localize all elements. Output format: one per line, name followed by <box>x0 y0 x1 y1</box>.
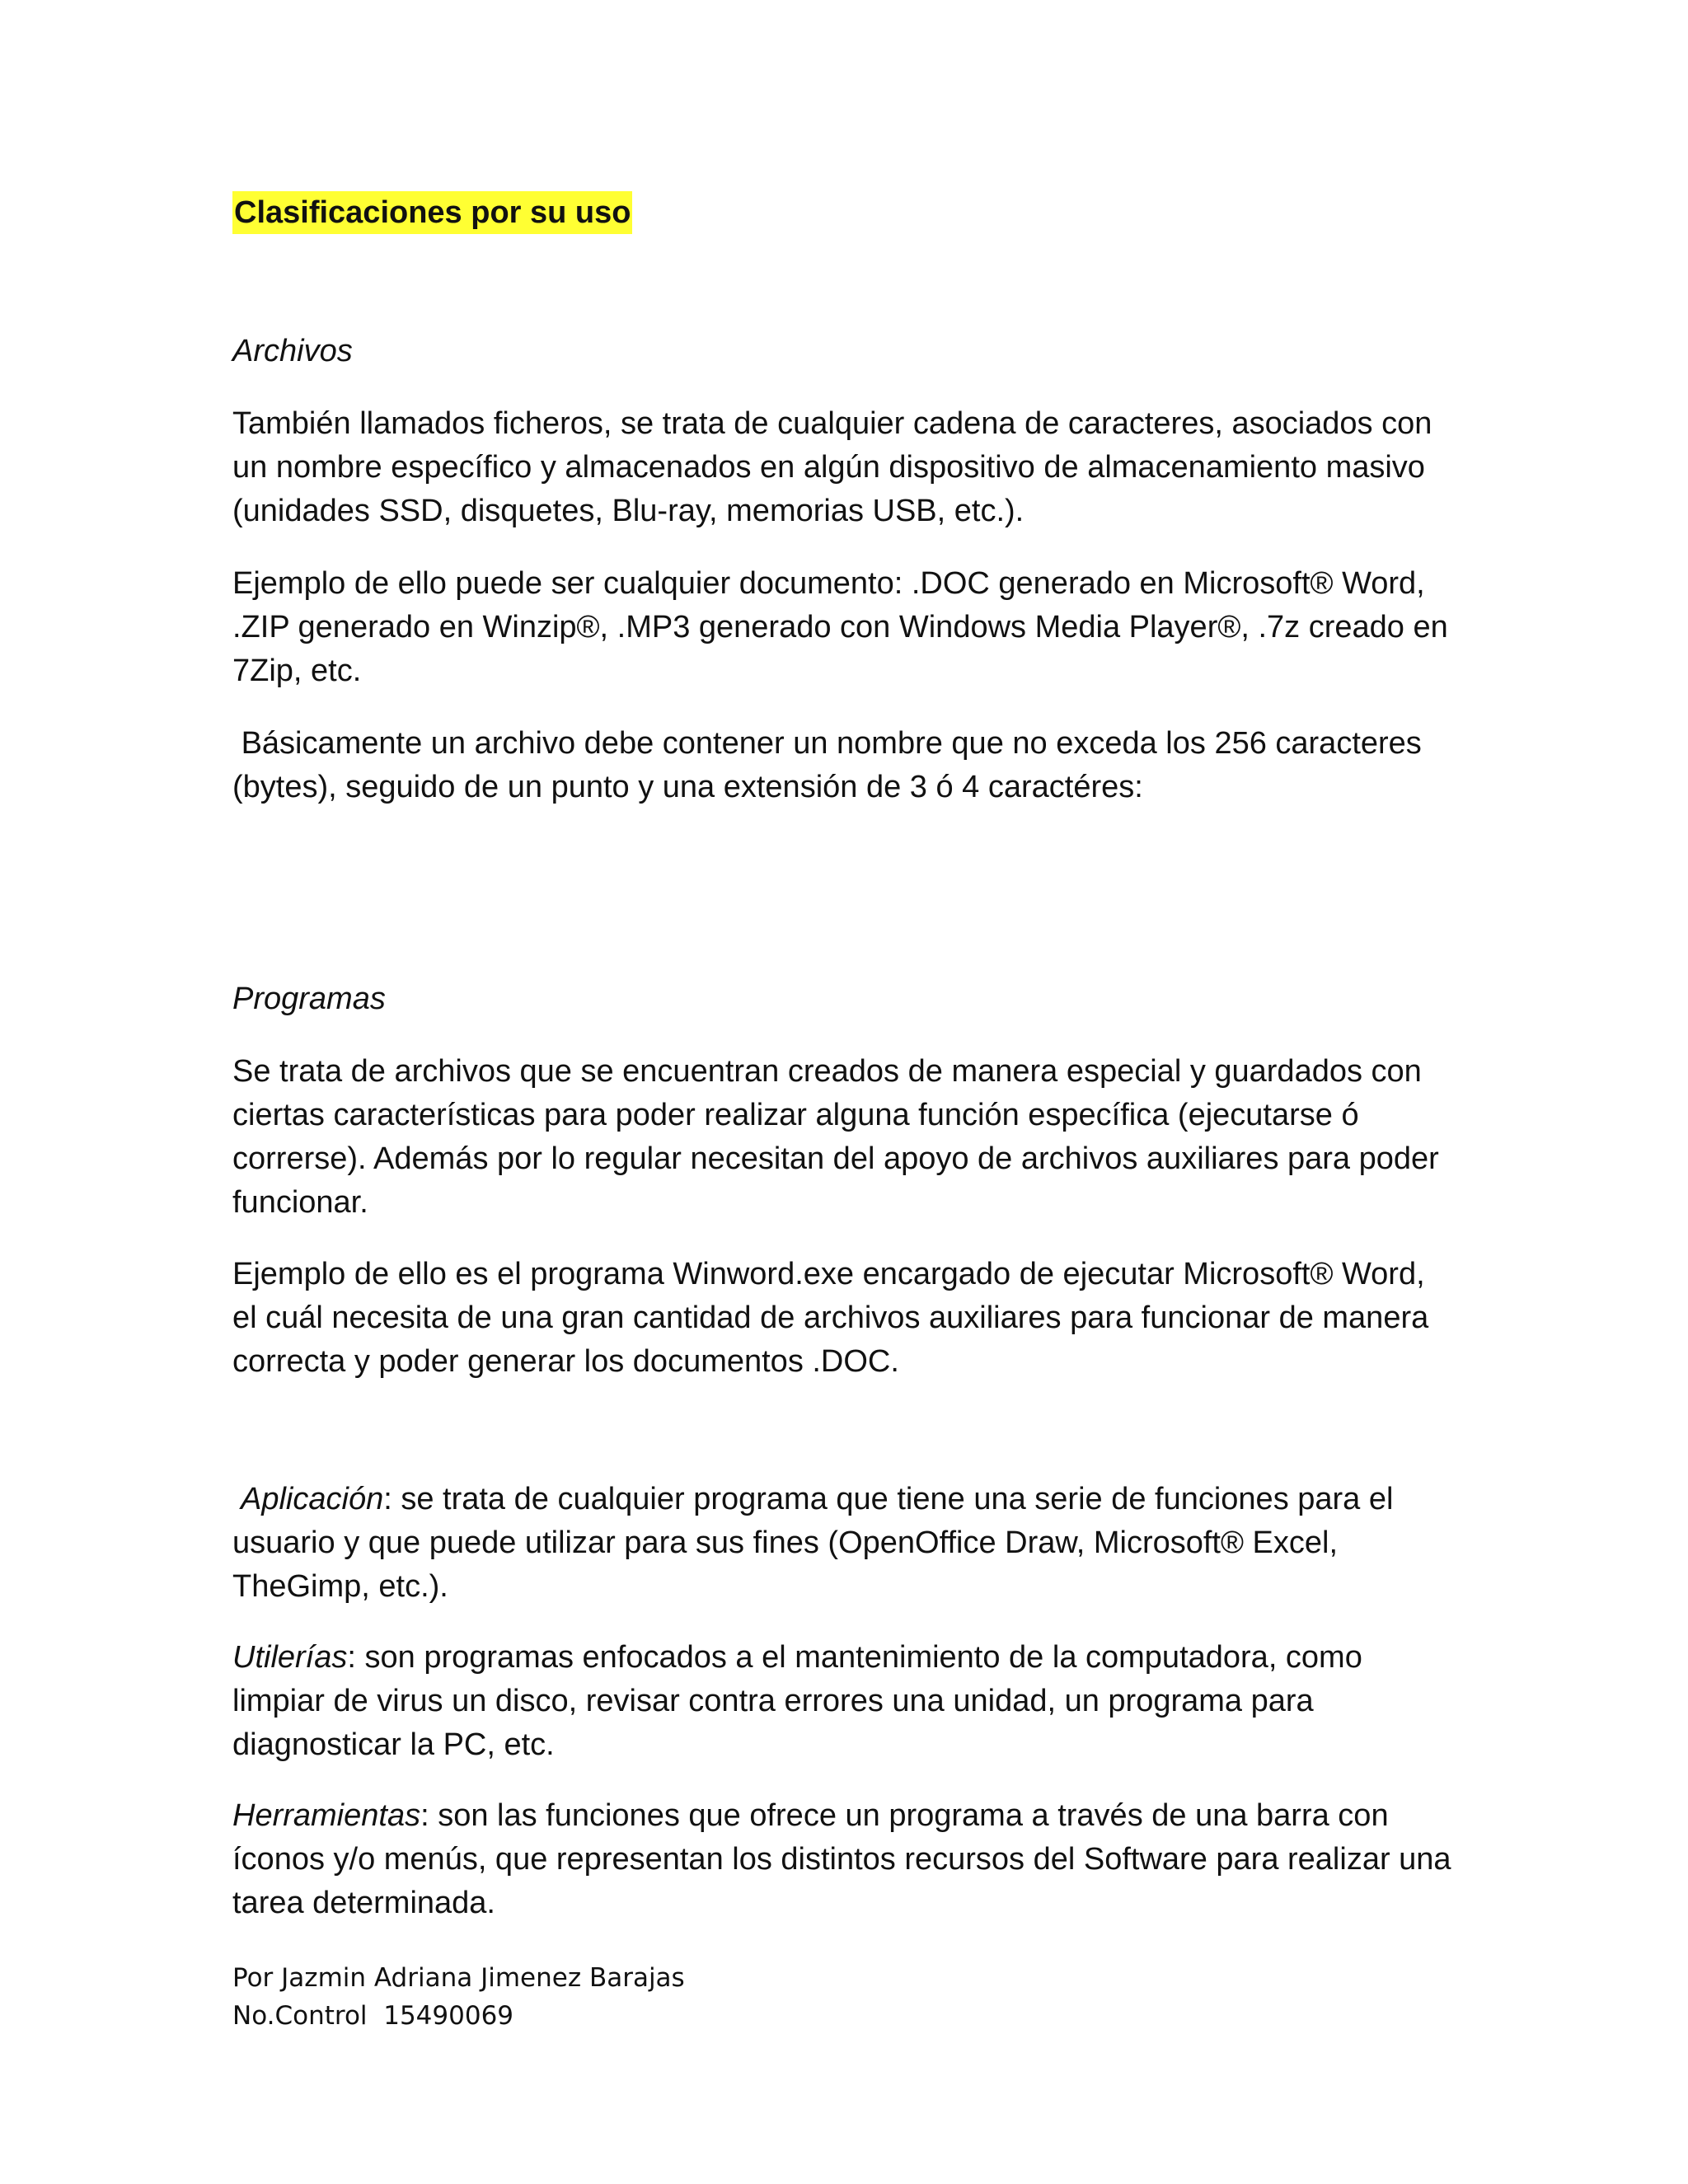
heading-programas: Programas <box>232 982 386 1016</box>
paragraph-programas-example: Ejemplo de ello es el programa Winword.exe encargado de ejecutar Microsoft® Word, el cuál necesita de una gran cantidad de archivos auxiliares para funcionar de manera correcta y poder generar los documentos .DOC. <box>232 1257 1429 1379</box>
text-herramientas: : son las funciones que ofrece un programa a través de una barra con íconos y/o menús, que representan los distintos recursos del Software para realizar una tarea determinada. <box>232 1798 1451 1920</box>
paragraph-programas-definition: Se trata de archivos que se encuentran creados de manera especial y guardados con ciertas características para poder realizar alguna función específica (ejecutarse ó correrse). Además por lo regular necesitan del apoyo de archivos auxiliares para poder funcionar. <box>232 1054 1439 1220</box>
term-utilerias: Utilerías <box>232 1640 348 1675</box>
text-utilerias: : son programas enfocados a el mantenimiento de la computadora, como limpiar de virus un disco, revisar contra errores una unidad, un programa para diagnosticar la PC, etc. <box>232 1640 1362 1762</box>
paragraph-archivos-definition: También llamados ficheros, se trata de cualquier cadena de caracteres, asociados con un nombre específico y almacenados en algún dispositivo de almacenamiento masivo (unidades SSD, disquetes, Blu-ray, memorias USB, etc.). <box>232 406 1432 528</box>
paragraph-utilerias <box>232 1636 1452 1767</box>
heading-archivos: Archivos <box>232 334 353 368</box>
page-title: Clasificaciones por su uso <box>232 191 632 234</box>
footer-control-number: No.Control 15490069 <box>232 2001 514 2031</box>
paragraph-archivos-basics: Básicamente un archivo debe contener un nombre que no exceda los 256 caracteres (bytes), seguido de un punto y una extensión de 3 ó 4 caractéres: <box>232 726 1431 804</box>
term-aplicacion: Aplicación <box>241 1482 384 1516</box>
term-herramientas: Herramientas <box>232 1798 421 1833</box>
paragraph-archivos-example: Ejemplo de ello puede ser cualquier documento: .DOC generado en Microsoft® Word, .ZIP generado en Winzip®, .MP3 generado con Windows Media Player®, .7z creado en 7Zip, etc. <box>232 566 1448 688</box>
paragraph-aplicacion <box>232 1478 1452 1609</box>
text-aplicacion: : se trata de cualquier programa que tiene una serie de funciones para el usuario y que puede utilizar para sus fines (OpenOffice Draw, Microsoft® Excel, TheGimp, etc.). <box>232 1482 1394 1604</box>
paragraph-herramientas <box>232 1794 1452 1925</box>
footer-author: Por Jazmin Adriana Jimenez Barajas <box>232 1963 685 1993</box>
